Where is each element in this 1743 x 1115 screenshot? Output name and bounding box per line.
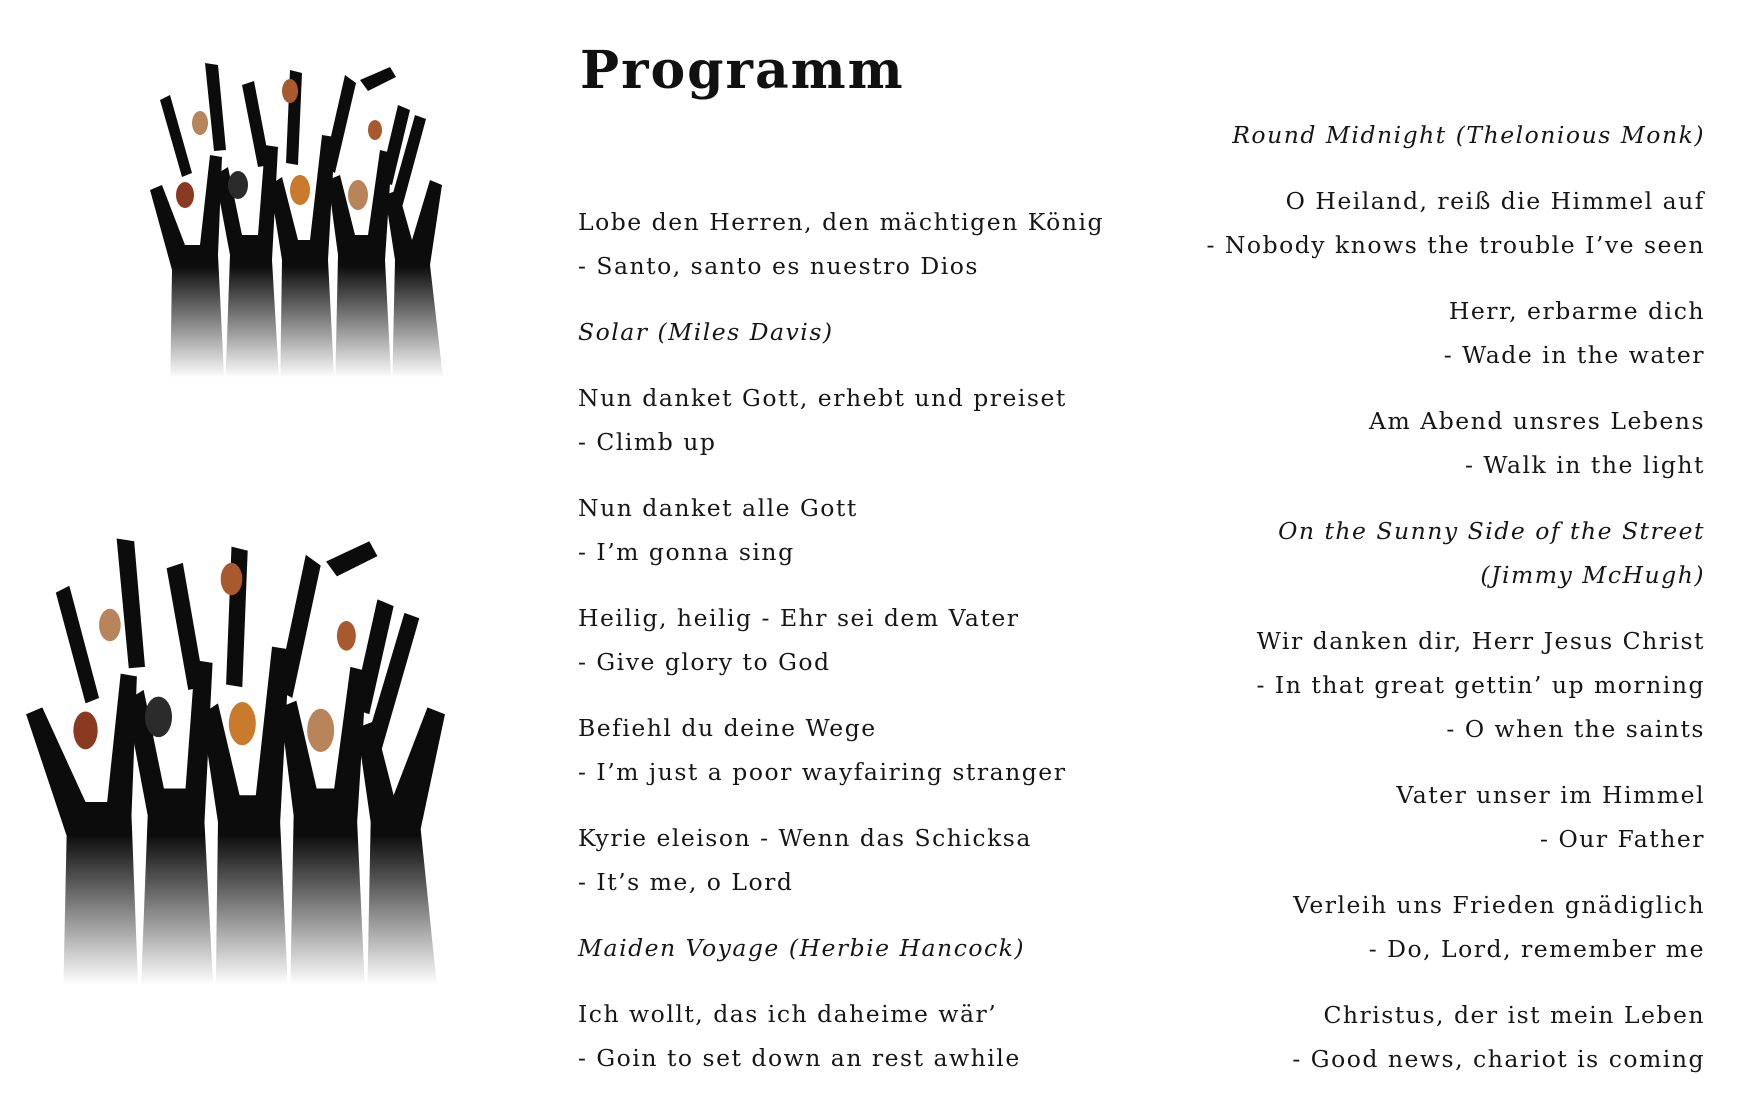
program-right-column (1206, 113, 1705, 1103)
program-entry (578, 376, 1104, 464)
piece-subtitle: - Walk in the light (1465, 451, 1705, 479)
piece-title: On the Sunny Side of the Street (1278, 517, 1705, 545)
piece-subtitle: - Our Father (1540, 825, 1705, 853)
program-entry (1206, 993, 1705, 1081)
program-left-column (578, 200, 1104, 1102)
piece-title: Kyrie eleison - Wenn das Schicksa (578, 824, 1032, 852)
piece-subtitle: - Good news, chariot is coming (1292, 1045, 1705, 1073)
piece-subtitle: - I’m gonna sing (578, 538, 795, 566)
piece-title: Ich wollt, das ich daheime wär’ (578, 1000, 998, 1028)
piece-subtitle: - In that great gettin’ up morning (1256, 671, 1705, 699)
program-entry (578, 992, 1104, 1080)
program-entry (578, 926, 1104, 970)
program-entry (578, 310, 1104, 354)
program-entry (1206, 773, 1705, 861)
program-entry (1206, 179, 1705, 267)
piece-subtitle: - It’s me, o Lord (578, 868, 794, 896)
piece-title: Herr, erbarme dich (1448, 297, 1705, 325)
choir-illustration-bottom (15, 525, 475, 1025)
piece-subtitle: - Santo, santo es nuestro Dios (578, 252, 979, 280)
piece-title: Vater unser im Himmel (1396, 781, 1705, 809)
piece-subtitle: - Goin to set down an rest awhile (578, 1044, 1021, 1072)
piece-title: Nun danket Gott, erhebt und preiset (578, 384, 1067, 412)
program-entry (1206, 509, 1705, 597)
program-entry (578, 816, 1104, 904)
program-entry (1206, 113, 1705, 157)
piece-title: Am Abend unsres Lebens (1369, 407, 1705, 435)
piece-title: Nun danket alle Gott (578, 494, 858, 522)
program-entry (1206, 289, 1705, 377)
piece-subtitle: - O when the saints (1446, 715, 1705, 743)
piece-title: Verleih uns Frieden gnädiglich (1293, 891, 1705, 919)
choir-illustration-top (130, 55, 470, 395)
piece-subtitle: - Nobody knows the trouble I’ve seen (1206, 231, 1705, 259)
piece-title: Maiden Voyage (Herbie Hancock) (578, 934, 1026, 962)
program-entry (578, 596, 1104, 684)
choir-silhouette-icon (130, 55, 470, 395)
program-entry (578, 706, 1104, 794)
piece-subtitle: - Give glory to God (578, 648, 831, 676)
piece-title: Heilig, heilig - Ehr sei dem Vater (578, 604, 1020, 632)
piece-title: Lobe den Herren, den mächtigen König (578, 208, 1105, 236)
program-entry (1206, 399, 1705, 487)
piece-title: O Heiland, reiß die Himmel auf (1285, 187, 1705, 215)
program-entry (1206, 883, 1705, 971)
piece-title: Solar (Miles Davis) (578, 318, 834, 346)
piece-subtitle: - Do, Lord, remember me (1368, 935, 1705, 963)
page-title: Programm (580, 40, 905, 101)
piece-subtitle: - Climb up (578, 428, 717, 456)
piece-title: Round Midnight (Thelonious Monk) (1232, 121, 1705, 149)
piece-subtitle: - Wade in the water (1443, 341, 1705, 369)
program-entry (578, 486, 1104, 574)
program-entry (578, 200, 1104, 288)
piece-title: Befiehl du deine Wege (578, 714, 877, 742)
piece-subtitle: - I’m just a poor wayfairing stranger (578, 758, 1067, 786)
piece-title: Wir danken dir, Herr Jesus Christ (1256, 627, 1705, 655)
program-entry (1206, 619, 1705, 751)
piece-title: Christus, der ist mein Leben (1323, 1001, 1705, 1029)
choir-silhouette-icon (15, 525, 475, 1025)
piece-subtitle: (Jimmy McHugh) (1480, 561, 1705, 589)
